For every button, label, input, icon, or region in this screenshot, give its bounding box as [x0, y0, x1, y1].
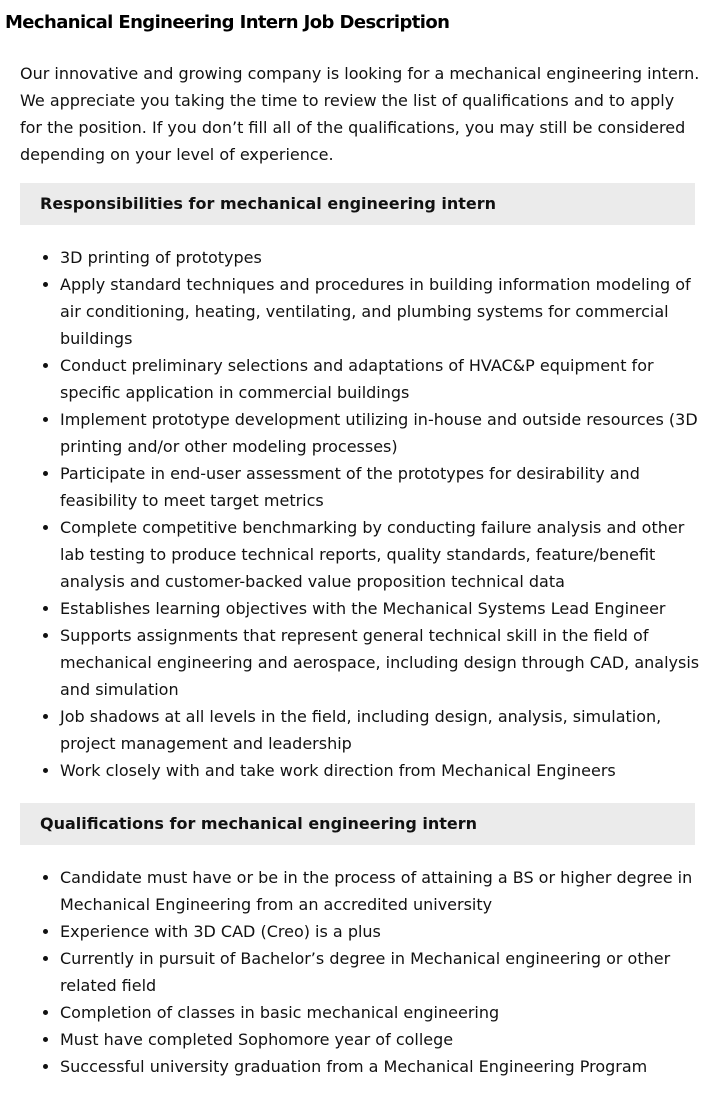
- responsibility-item: • Participate in end-user assessment of the prototypes for desirability and feasibility to meet target metrics: [60, 460, 700, 514]
- responsibility-item: • Establishes learning objectives with the Mechanical Systems Lead Engineer: [60, 595, 700, 622]
- qualifications-list: [20, 864, 700, 1080]
- responsibilities-heading: Responsibilities for mechanical engineering intern: [20, 183, 695, 225]
- responsibility-item: • Complete competitive benchmarking by conducting failure analysis and other lab testing to produce technical reports, quality standards, feature/benefit analysis and customer-backed value proposition technical data: [60, 514, 700, 595]
- qualifications-heading: Qualifications for mechanical engineering intern: [20, 803, 695, 845]
- responsibility-item: • Conduct preliminary selections and adaptations of HVAC&P equipment for specific application in commercial buildings: [60, 352, 700, 406]
- responsibility-item: • 3D printing of prototypes: [60, 244, 700, 271]
- qualification-item: • Completion of classes in basic mechanical engineering: [60, 999, 700, 1026]
- responsibility-item: • Work closely with and take work direction from Mechanical Engineers: [60, 757, 700, 784]
- qualification-item: • Experience with 3D CAD (Creo) is a plus: [60, 918, 700, 945]
- responsibility-item: • Implement prototype development utilizing in-house and outside resources (3D printing and/or other modeling processes): [60, 406, 700, 460]
- qualification-item: • Successful university graduation from a Mechanical Engineering Program: [60, 1053, 700, 1080]
- qualification-item: • Currently in pursuit of Bachelor’s degree in Mechanical engineering or other related field: [60, 945, 700, 999]
- page-title: Mechanical Engineering Intern Job Description: [5, 12, 450, 33]
- responsibility-item: • Supports assignments that represent general technical skill in the field of mechanical engineering and aerospace, including design through CAD, analysis and simulation: [60, 622, 700, 703]
- responsibility-item: • Job shadows at all levels in the field, including design, analysis, simulation, project management and leadership: [60, 703, 700, 757]
- responsibilities-list: [20, 244, 700, 784]
- responsibility-item: • Apply standard techniques and procedures in building information modeling of air conditioning, heating, ventilating, and plumbing systems for commercial buildings: [60, 271, 700, 352]
- intro-paragraph: Our innovative and growing company is looking for a mechanical engineering intern. We appreciate you taking the time to review the list of qualifications and to apply for the position. If you don’t fill all of the qualifications, you may still be considered depending on your level of experience.: [20, 64, 700, 164]
- qualification-item: • Must have completed Sophomore year of college: [60, 1026, 700, 1053]
- qualification-item: • Candidate must have or be in the process of attaining a BS or higher degree in Mechanical Engineering from an accredited university: [60, 864, 700, 918]
